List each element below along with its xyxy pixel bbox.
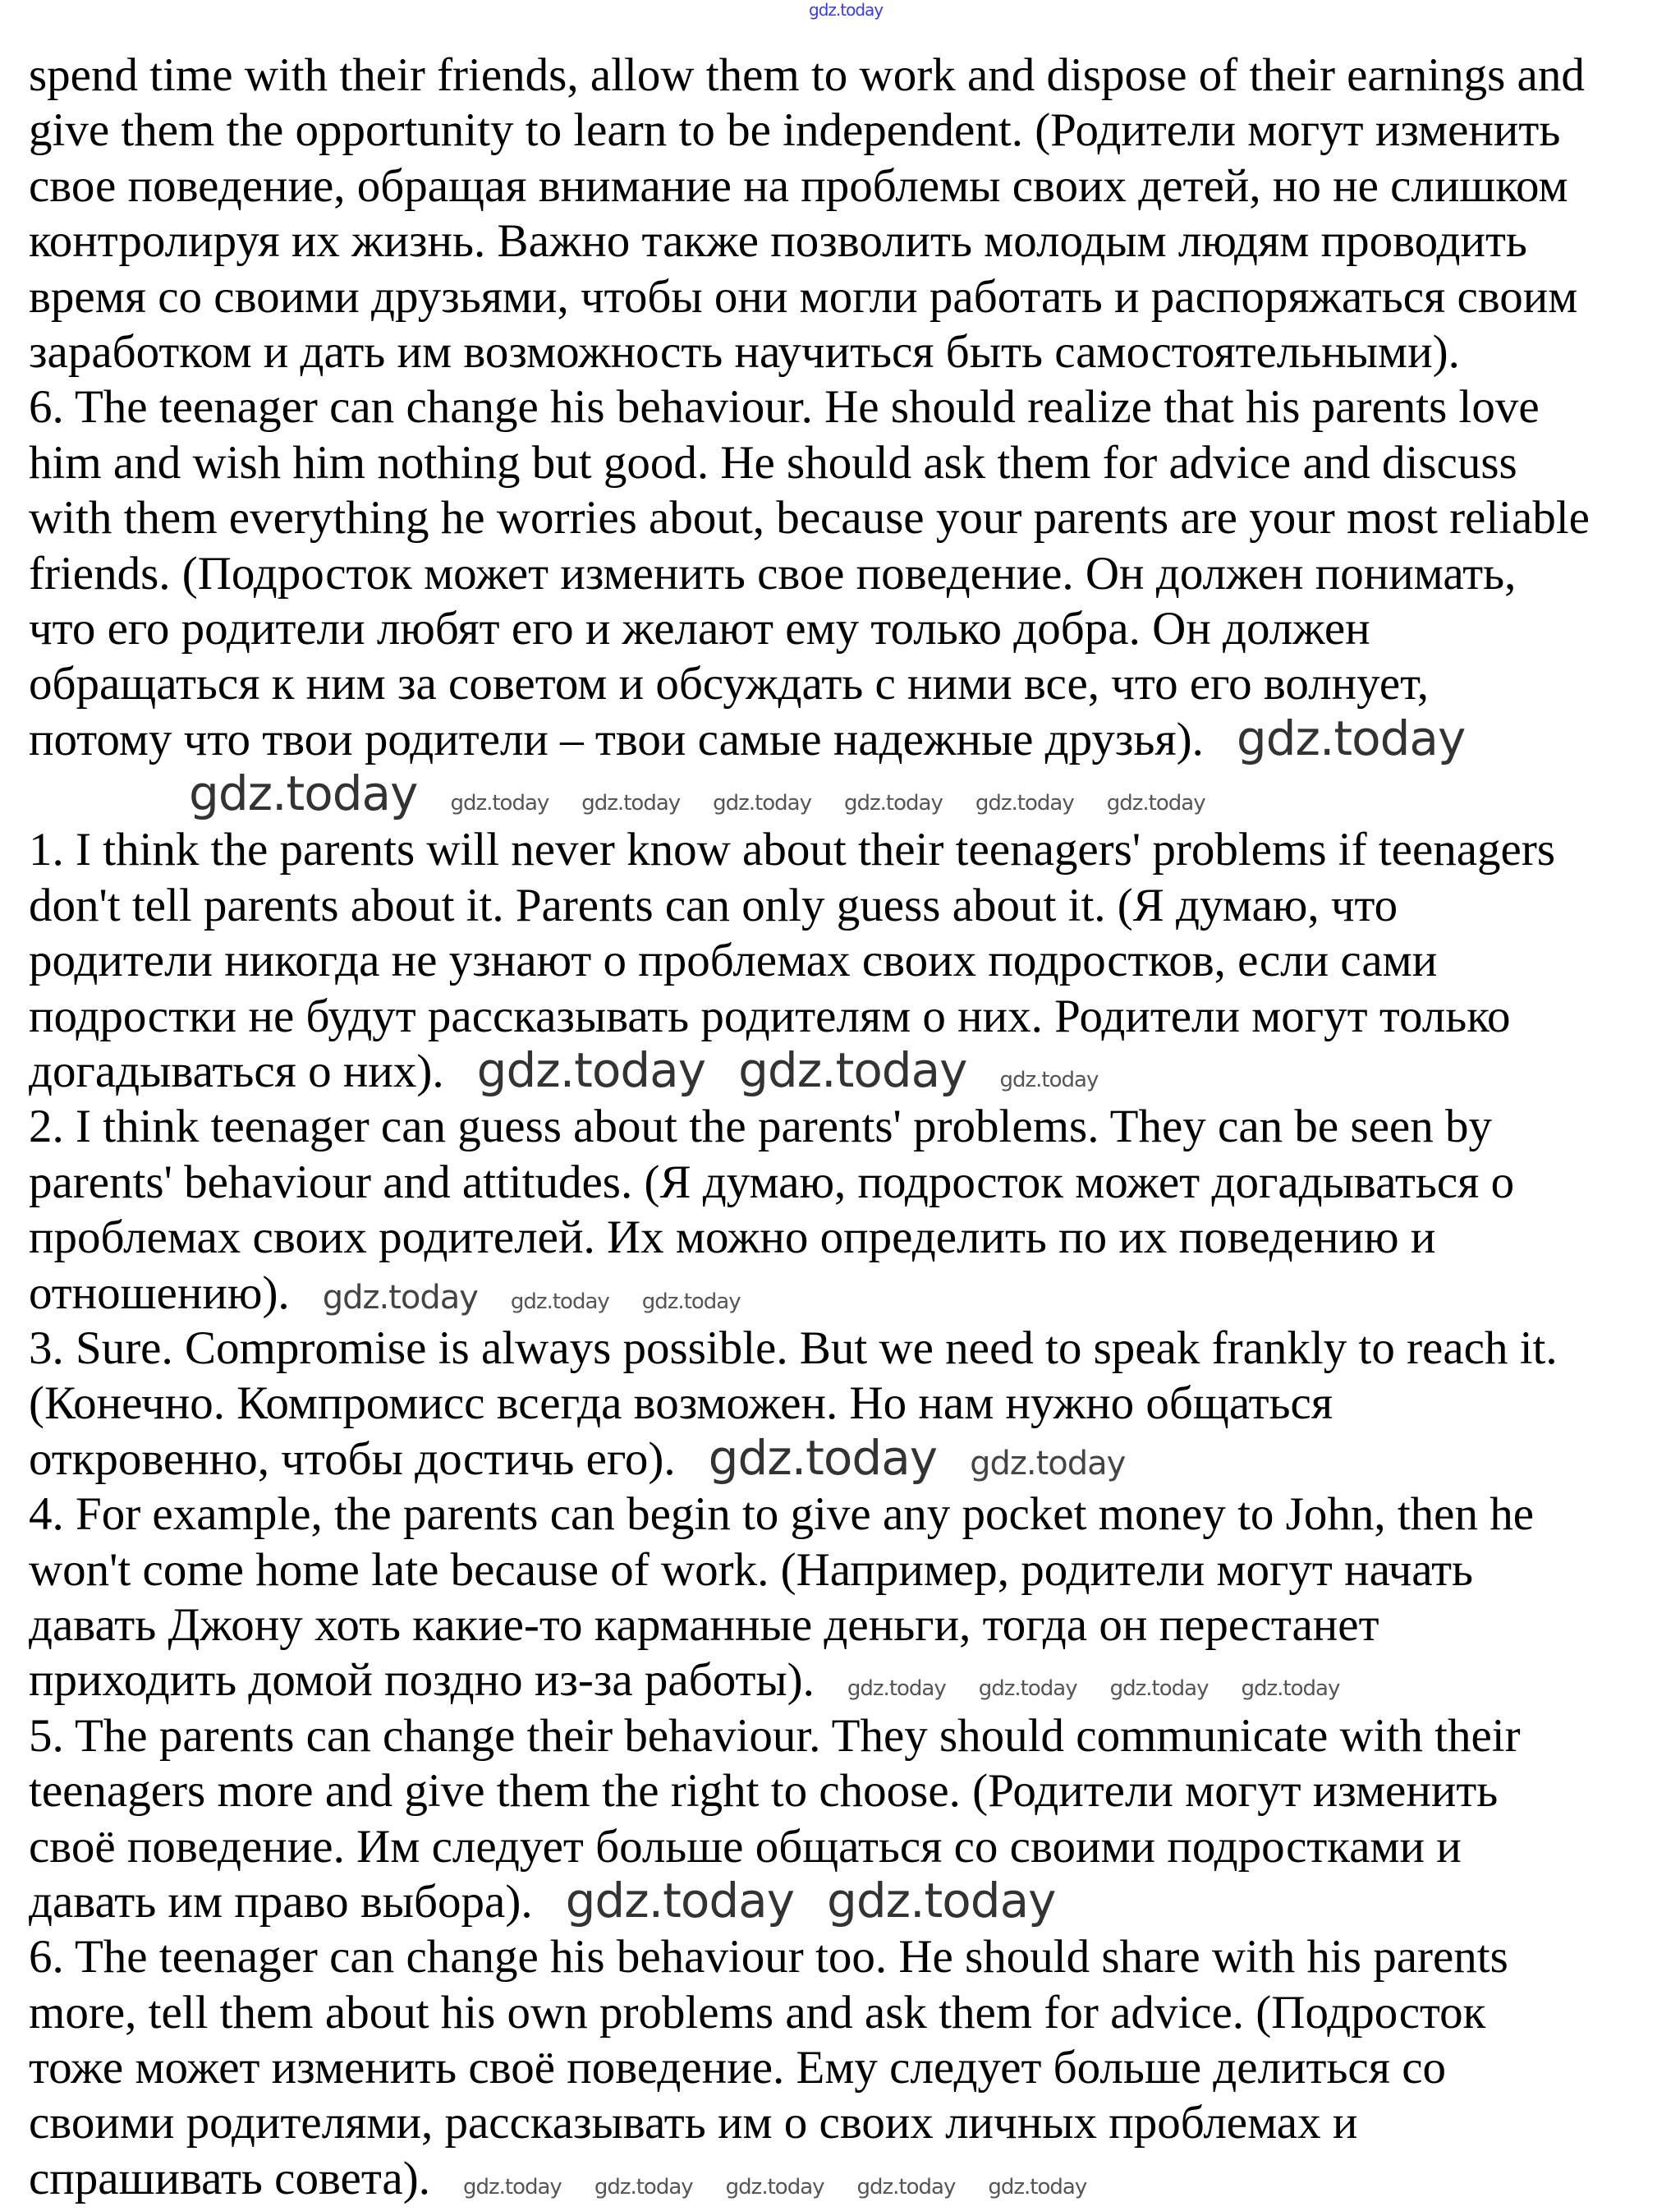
line-text: свое поведение, обращая внимание на проблемы своих детей, но не слишком [29, 159, 1568, 212]
watermark: gdz.today [713, 791, 812, 816]
line-text: 6. The teenager can change his behaviour too. He should share with his parents [29, 1931, 1508, 1983]
watermark: gdz.today [594, 2174, 693, 2200]
text-line [29, 48, 1663, 103]
watermark: gdz.today [975, 791, 1074, 816]
answer-line [29, 2040, 1663, 2095]
line-text: давать Джону хоть какие-то карманные деньги, тогда он перестанет [29, 1598, 1379, 1651]
watermark: gdz.today [738, 1042, 967, 1099]
answer-line [29, 1929, 1663, 1984]
answer-line [29, 1099, 1663, 1154]
answer-line [29, 1542, 1663, 1597]
line-text: spend time with their friends, allow them to work and dispose of their earnings and [29, 49, 1585, 101]
watermark: gdz.today [809, 0, 884, 20]
line-text: догадываться о них). [29, 1046, 444, 1098]
document-body [29, 48, 1663, 2206]
line-text: проблемах своих родителей. Их можно определить по их поведению и [29, 1211, 1436, 1264]
text-line [29, 324, 1663, 379]
text-line [29, 214, 1663, 269]
line-text: откровенно, чтобы достичь его). [29, 1432, 676, 1485]
answer-line [29, 933, 1663, 988]
answer-line [29, 989, 1663, 1044]
watermark: gdz.today [978, 1676, 1077, 1702]
watermark: gdz.today [565, 1872, 795, 1928]
line-text: тоже может изменить своё поведение. Ему следует больше делиться со [29, 2042, 1447, 2094]
line-text: give them the opportunity to learn to be independent. (Родители могут изменить [29, 104, 1561, 157]
answer-line [29, 1597, 1663, 1653]
text-line [29, 435, 1663, 490]
line-text: родители никогда не узнают о проблемах своих подростков, если сами [29, 935, 1438, 987]
watermark: gdz.today [476, 1042, 706, 1099]
watermark: gdz.today [462, 2174, 562, 2200]
text-line [29, 379, 1663, 434]
answer-line [29, 1653, 1663, 1708]
line-text: with them everything he worries about, because your parents are your most reliable [29, 492, 1590, 545]
line-text: 2. I think teenager can guess about the parents' problems. They can be seen by [29, 1101, 1492, 1153]
line-text: потому что твои родители – твои самые надежные друзья). [29, 713, 1204, 765]
line-text: 4. For example, the parents can begin to give any pocket money to John, then he [29, 1488, 1535, 1541]
watermark: gdz.today [708, 1429, 938, 1486]
line-text: контролируя их жизнь. Важно также позволить молодым людям проводить [29, 215, 1527, 268]
line-text: friends. (Подросток может изменить свое поведение. Он должен понимать, [29, 547, 1517, 600]
watermark: gdz.today [827, 1872, 1056, 1928]
answer-line [29, 822, 1663, 877]
line-text: подростки не будут рассказывать родителям о них. Родители могут только [29, 990, 1511, 1042]
answer-line [29, 1210, 1663, 1265]
answer-line [29, 1874, 1663, 1929]
line-text: don't tell parents about it. Parents can only guess about it. (Я думаю, что [29, 879, 1398, 931]
answer-line [29, 1819, 1663, 1874]
answer-line [29, 1321, 1663, 1376]
watermark: gdz.today [581, 791, 681, 816]
text-line [29, 656, 1663, 711]
answer-line [29, 2151, 1663, 2206]
watermark: gdz.today [725, 2174, 824, 2200]
line-text: won't come home late because of work. (Например, родители могут начать [29, 1543, 1473, 1596]
line-text: давать им право выбора). [29, 1875, 533, 1928]
answer-line [29, 1708, 1663, 1763]
line-text: время со своими друзьями, чтобы они могли работать и распоряжаться своим [29, 270, 1578, 323]
text-line [29, 159, 1663, 214]
answer-line [29, 1044, 1663, 1099]
answer-line [29, 1985, 1663, 2040]
line-text: (Конечно. Компромисс всегда возможен. Но нам нужно общаться [29, 1377, 1333, 1430]
line-text: своими родителями, рассказывать им о своих личных проблемах и [29, 2097, 1358, 2149]
answer-line [29, 1763, 1663, 1818]
blank-line [29, 767, 1663, 822]
answer-line [29, 1429, 1663, 1487]
answer-line [29, 1376, 1663, 1431]
answer-line [29, 878, 1663, 933]
line-text: своё поведение. Им следует больше общаться со своими подростками и [29, 1820, 1462, 1873]
line-text: обращаться к ним за советом и обсуждать с ними все, что его волнует, [29, 658, 1429, 710]
answer-line [29, 1487, 1663, 1542]
watermark: gdz.today [988, 2174, 1087, 2200]
watermark: gdz.today [847, 1676, 946, 1702]
text-line [29, 546, 1663, 601]
watermark: gdz.today [450, 791, 549, 816]
line-text: 5. The parents can change their behaviour. They should communicate with their [29, 1709, 1521, 1762]
watermark: gdz.today [1106, 791, 1205, 816]
answer-line [29, 2095, 1663, 2150]
watermark: gdz.today [970, 1444, 1126, 1482]
line-text: parents' behaviour and attitudes. (Я думаю, подросток может догадываться о [29, 1156, 1515, 1208]
watermark: gdz.today [844, 791, 943, 816]
text-line [29, 269, 1663, 324]
watermark: gdz.today [641, 1289, 741, 1314]
line-text: отношению). [29, 1266, 290, 1319]
line-text: что его родители любят его и желают ему только добра. Он должен [29, 602, 1370, 655]
line-text: 1. I think the parents will never know about their teenagers' problems if teenagers [29, 824, 1556, 876]
text-line [29, 490, 1663, 545]
line-text: 6. The teenager can change his behaviour. He should realize that his parents love [29, 381, 1540, 434]
text-line [29, 712, 1663, 767]
line-text: teenagers more and give them the right to choose. (Родители могут изменить [29, 1765, 1499, 1818]
watermark: gdz.today [1109, 1676, 1209, 1702]
watermark: gdz.today [322, 1278, 478, 1317]
line-text: заработком и дать им возможность научиться быть самостоятельными). [29, 325, 1460, 378]
watermark: gdz.today [999, 1068, 1099, 1093]
text-line [29, 103, 1663, 158]
watermark: gdz.today [510, 1289, 609, 1314]
line-text: more, tell them about his own problems and ask them for advice. (Подросток [29, 1986, 1486, 2039]
watermark: gdz.today [856, 2174, 956, 2200]
line-text: приходить домой поздно из-за работы). [29, 1654, 815, 1707]
answer-line [29, 1266, 1663, 1321]
line-text: him and wish him nothing but good. He should ask them for advice and discuss [29, 436, 1517, 489]
watermark: gdz.today [1241, 1676, 1340, 1702]
line-text: спрашивать совета). [29, 2152, 430, 2204]
answer-line [29, 1155, 1663, 1210]
text-line [29, 601, 1663, 656]
line-text: 3. Sure. Compromise is always possible. But we need to speak frankly to reach it. [29, 1322, 1558, 1374]
watermark: gdz.today [189, 765, 418, 822]
watermark: gdz.today [1236, 710, 1466, 766]
